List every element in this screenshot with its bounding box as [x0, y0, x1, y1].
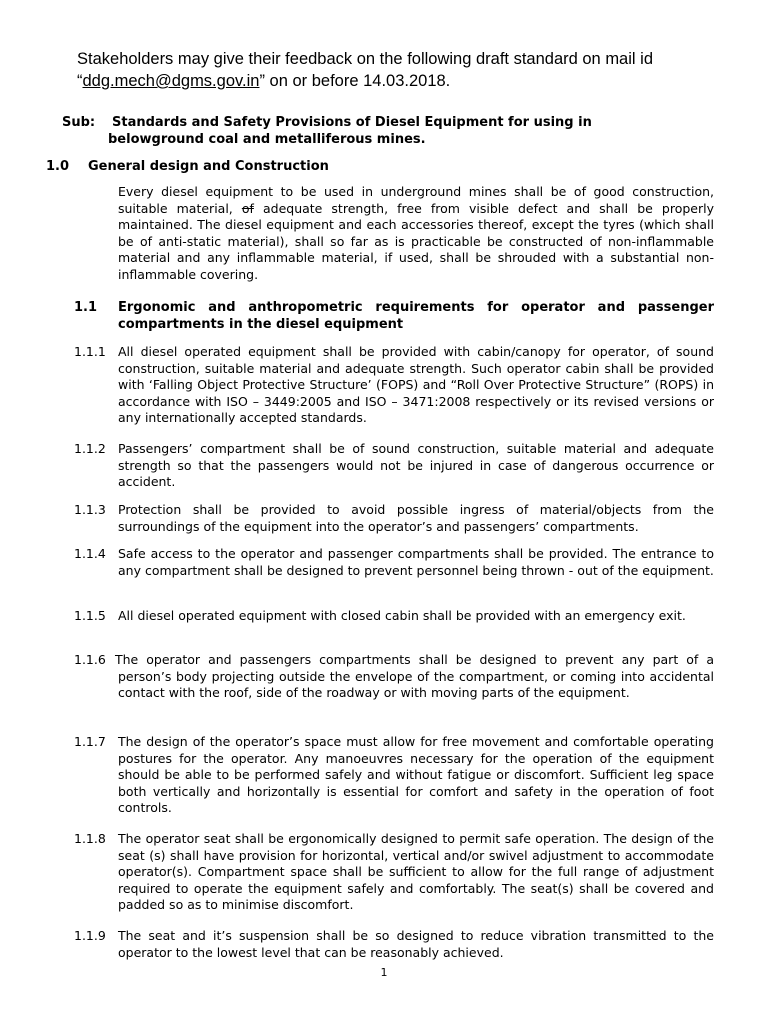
clause-number: 1.1.9: [74, 928, 106, 943]
clause-1-1-9: [74, 928, 714, 961]
section-heading-1-1: [74, 299, 714, 333]
clause-text: All diesel operated equipment with closed cabin shall be provided with an emergency exit.: [118, 608, 686, 623]
subject-line-1: Standards and Safety Provisions of Diesel Equipment for using in: [112, 115, 592, 130]
clause-text: All diesel operated equipment shall be provided with cabin/canopy for operator, of sound construction, suitable material and adequate strength. Such operator cabin shall be provided with ‘Falling Object Protective Structure’ (FOPS) and “Roll Over Protective Structure” (ROPS) in accordance with ISO – 3449:2005 and ISO – 3471:2008 respectively or its revised versions or any internationally accepted standards.: [118, 344, 714, 426]
para-text-a: Every diesel equipment to be used in underground mines shall be of good construction, suitable material,: [118, 184, 714, 216]
clause-1-1-7: [74, 734, 714, 817]
section-title: General design and Construction: [88, 159, 329, 174]
clause-1-1-5: [74, 608, 714, 625]
section-title: Ergonomic and anthropometric requirements for operator and passenger compartments in the diesel equipment: [118, 300, 714, 332]
subject-heading: [62, 114, 714, 148]
clause-number: 1.1.4: [74, 546, 106, 561]
clause-number: 1.1.5: [74, 608, 106, 623]
clause-text: Passengers’ compartment shall be of sound construction, suitable material and adequate strength so that the passengers would not be injured in case of dangerous occurrence or accident.: [118, 441, 714, 490]
clause-text: The operator seat shall be ergonomically designed to permit safe operation. The design of the seat (s) shall have provision for horizontal, vertical and/or swivel adjustment to accommodate operator(s). Compartment space shall be sufficient to allow for the full range of adjustment required to operate the equipment safely and comfortably. The seat(s) shall be covered and padded so as to minimise discomfort.: [118, 831, 714, 913]
clause-1-1-4: [74, 546, 714, 579]
clause-1-1-2: [74, 441, 714, 491]
notice-line-1: Stakeholders may give their feedback on the following draft standard on mail id: [77, 50, 653, 68]
section-1-0-paragraph: [118, 184, 714, 284]
clause-1-1-1: [74, 344, 714, 427]
clause-text: Protection shall be provided to avoid possible ingress of material/objects from the surroundings of the equipment into the operator’s and passengers’ compartments.: [118, 502, 714, 534]
clause-text: The design of the operator’s space must allow for free movement and comfortable operating postures for the operator. Any manoeuvres necessary for the operation of the equipment should be able to be performed safely and without fatigue or discomfort. Sufficient leg space both vertically and horizontally is essential for comfort and safety in the operation of foot controls.: [118, 734, 714, 816]
clause-1-1-3: [74, 502, 714, 535]
para-text-b: adequate strength, free from visible defect and shall be properly maintained. The diesel equipment and each accessories thereof, except the tyres (which shall be of anti-static material), shall so far as is practicable be constructed of non-inflammable material and any inflammable material, if used, shall be shrouded with a substantial non-inflammable covering.: [118, 200, 714, 282]
page-number: 1: [380, 966, 388, 979]
feedback-notice: [77, 48, 727, 92]
clause-text: The seat and it’s suspension shall be so designed to reduce vibration transmitted to the operator to the lowest level that can be reasonably achieved.: [118, 928, 714, 960]
clause-text: Safe access to the operator and passenger compartments shall be provided. The entrance to any compartment shall be designed to prevent personnel being thrown - out of the equipment.: [118, 546, 714, 578]
clause-1-1-6: [74, 652, 714, 702]
struck-word: of: [241, 200, 254, 216]
clause-number: 1.1.3: [74, 502, 106, 517]
section-heading-1-0: [46, 158, 329, 175]
clause-text: The operator and passengers compartments shall be designed to prevent any part of a person’s body projecting outside the envelope of the compartment, or coming into accidental contact with the roof, side of the roadway or with moving parts of the equipment.: [115, 652, 714, 701]
section-number: 1.0: [46, 159, 70, 174]
clause-1-1-8: [74, 831, 714, 914]
clause-number: 1.1.1: [74, 344, 106, 359]
email-link[interactable]: ddg.mech@dgms.gov.in: [82, 72, 260, 90]
subject-label: Sub:: [62, 115, 96, 130]
quote-open: “: [77, 72, 83, 90]
clause-number: 1.1.6: [74, 652, 106, 667]
notice-deadline: ” on or before 14.03.2018.: [259, 72, 451, 90]
clause-number: 1.1.2: [74, 441, 106, 456]
clause-number: 1.1.8: [74, 831, 106, 846]
section-number: 1.1: [74, 300, 98, 315]
subject-line-2: belowground coal and metalliferous mines.: [108, 132, 426, 147]
clause-number: 1.1.7: [74, 734, 106, 749]
